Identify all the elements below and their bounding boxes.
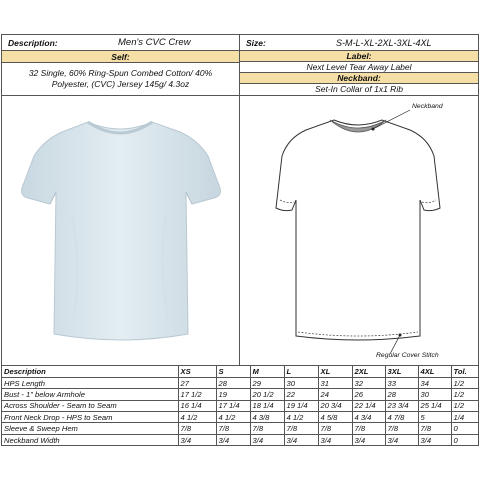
col-header: L [284,366,318,377]
table-cell: 31 [318,377,352,388]
col-header: Description [2,366,178,377]
row-description-cell: Across Shoulder - Seam to Seam [2,400,178,411]
table-cell: 7/8 [284,423,318,434]
self-section [2,51,240,96]
table-cell: 3/4 [216,434,250,445]
col-header: 2XL [352,366,385,377]
neckband-callout: Neckband [412,103,443,110]
description-value: Men's CVC Crew [118,37,191,48]
table-cell: 1/2 [451,377,478,388]
table-cell: 7/8 [216,423,250,434]
table-cell: 20 3/4 [318,400,352,411]
col-header: XS [178,366,216,377]
table-header-row [2,366,478,377]
table-cell: 3/4 [352,434,385,445]
table-cell: 17 1/4 [216,400,250,411]
table-cell: 1/4 [451,412,478,423]
table-cell: 4 1/2 [284,412,318,423]
table-cell: 4 1/2 [216,412,250,423]
table-cell: 17 1/2 [178,389,216,400]
table-cell: 3/4 [385,434,418,445]
header-row [2,35,478,51]
col-header: 3XL [385,366,418,377]
row-description-cell: Sleeve & Sweep Hem [2,423,178,434]
table-cell: 7/8 [250,423,284,434]
table-cell: 0 [451,423,478,434]
table-cell: 4 3/8 [250,412,284,423]
shirt-photo [2,96,238,365]
table-cell: 5 [418,412,451,423]
table-cell: 27 [178,377,216,388]
table-cell: 29 [250,377,284,388]
table-cell: 0 [451,434,478,445]
table-cell: 33 [385,377,418,388]
self-label: Self: [2,51,240,63]
table-cell: 3/4 [178,434,216,445]
table-cell: 22 1/4 [352,400,385,411]
spec-sheet [1,34,479,446]
table-cell: 34 [418,377,451,388]
table-cell: 7/8 [352,423,385,434]
row-description-cell: Bust - 1" below Armhole [2,389,178,400]
table-cell: 7/8 [178,423,216,434]
description-cell [2,35,240,51]
table-cell: 30 [418,389,451,400]
col-header: S [216,366,250,377]
table-cell: 30 [284,377,318,388]
table-cell: 4 7/8 [385,412,418,423]
table-cell: 26 [352,389,385,400]
row-description-cell: Front Neck Drop - HPS to Seam [2,412,178,423]
row-description-cell: Neckband Width [2,434,178,445]
table-row [2,377,478,388]
table-cell: 1/2 [451,389,478,400]
table-row [2,434,478,445]
table-cell: 23 3/4 [385,400,418,411]
table-cell: 28 [385,389,418,400]
table-cell: 1/2 [451,400,478,411]
table-row [2,423,478,434]
table-cell: 4 1/2 [178,412,216,423]
col-header: M [250,366,284,377]
label-header: Label: [240,51,478,62]
table-cell: 3/4 [318,434,352,445]
table-cell: 25 1/4 [418,400,451,411]
table-cell: 18 1/4 [250,400,284,411]
table-cell: 3/4 [284,434,318,445]
description-label: Description: [8,37,58,48]
col-header: XL [318,366,352,377]
table-cell: 16 1/4 [178,400,216,411]
size-spec-table [2,366,478,446]
shirt-photo-panel [2,96,240,366]
table-cell: 19 [216,389,250,400]
table-cell: 7/8 [385,423,418,434]
table-body [2,377,478,445]
self-value: 32 Single, 60% Ring-Spun Combed Cotton/ 40% Polyester, (CVC) Jersey 145g/ 4.3oz [2,63,240,96]
table-cell: 7/8 [418,423,451,434]
size-value: S-M-L-XL-2XL-3XL-4XL [336,37,432,48]
label-neckband-section [240,51,478,96]
neckband-value: Set-In Collar of 1x1 Rib [240,84,478,96]
table-cell: 32 [352,377,385,388]
table-cell: 28 [216,377,250,388]
table-cell: 3/4 [418,434,451,445]
table-cell: 4 5/8 [318,412,352,423]
table-cell: 19 1/4 [284,400,318,411]
row-description-cell: HPS Length [2,377,178,388]
shirt-drawing [240,96,478,365]
cover-stitch-callout: Regular Cover Stitch [376,352,439,359]
table-cell: 7/8 [318,423,352,434]
table-cell: 3/4 [250,434,284,445]
table-cell: 24 [318,389,352,400]
col-header: 4XL [418,366,451,377]
table-cell: 20 1/2 [250,389,284,400]
shirt-drawing-panel [240,96,478,366]
label-value: Next Level Tear Away Label [240,62,478,73]
col-header: Tol. [451,366,478,377]
table-row [2,412,478,423]
size-cell [240,35,478,51]
table-row [2,389,478,400]
table-row [2,400,478,411]
table-cell: 22 [284,389,318,400]
neckband-header: Neckband: [240,73,478,84]
table-cell: 4 3/4 [352,412,385,423]
size-label: Size: [246,37,266,48]
